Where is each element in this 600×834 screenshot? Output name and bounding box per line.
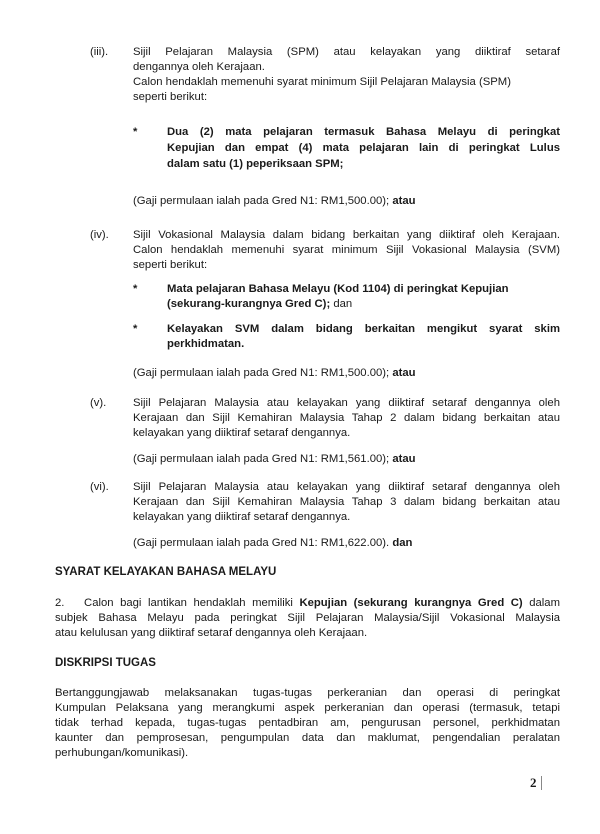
bullet-text: dalam satu (1) peperiksaan SPM; xyxy=(167,158,344,170)
paragraph-number: 2. xyxy=(55,597,65,609)
bullet-text: Mata pelajaran Bahasa Melayu (Kod 1104) di peringkat Kepujian xyxy=(167,283,509,295)
bullet-icon: * xyxy=(133,126,138,138)
duties-line: Bertanggungjawab melaksanakan tugas-tugas perkeranian dan operasi di peringkat xyxy=(55,687,560,699)
text-line: dengannya oleh Kerajaan. xyxy=(133,61,265,73)
duties-line: tidak terhad kepada, tugas-tugas pentadbiran am, pengurusan personel, perkhidmatan xyxy=(55,717,560,729)
salary-note xyxy=(133,536,560,551)
page-number-divider xyxy=(541,776,542,790)
connector: atau xyxy=(392,367,416,379)
text: dalam xyxy=(522,597,560,609)
connector: atau xyxy=(392,453,416,465)
salary-note xyxy=(133,452,560,467)
salary-text: (Gaji permulaan ialah pada Gred N1: RM1,500.00); xyxy=(133,195,390,207)
text-line: Sijil Vokasional Malaysia dalam bidang berkaitan yang diiktiraf oleh Kerajaan. xyxy=(133,229,560,241)
bullet-text: perkhidmatan. xyxy=(167,338,245,350)
bullet-text: Dua (2) mata pelajaran termasuk Bahasa Melayu di peringkat xyxy=(167,126,560,138)
text-line: Kerajaan dan Sijil Kemahiran Malaysia Tahap 3 dalam bidang berkaitan atau xyxy=(133,496,560,508)
salary-text: (Gaji permulaan ialah pada Gred N1: RM1,500.00); xyxy=(133,367,390,379)
salary-note xyxy=(133,366,560,381)
bullet-text: Kelayakan SVM dalam bidang berkaitan mengikut syarat skim xyxy=(167,323,560,335)
item-marker: (vi). xyxy=(90,481,109,493)
text-line: kelayakan yang diiktiraf setaraf dengannya. xyxy=(133,511,351,523)
section-heading: DISKRIPSI TUGAS xyxy=(55,657,156,669)
connector: dan xyxy=(392,537,413,549)
text-line: Sijil Pelajaran Malaysia (SPM) atau kelayakan yang diiktiraf setaraf xyxy=(133,46,560,58)
duties-line: Kumpulan Pelaksana yang merangkumi aspek perkeranian dan operasi (termasuk, tetapi xyxy=(55,702,560,714)
text-line: seperti berikut: xyxy=(133,91,208,103)
duties-line: kaunter dan pemprosesan, pengumpulan data dan maklumat, pengendalian peralatan xyxy=(55,732,560,744)
language-line: atau kelulusan yang diiktiraf setaraf dengannya oleh Kerajaan. xyxy=(55,627,368,639)
salary-note xyxy=(133,194,560,209)
bold-text: Kepujian (sekurang kurangnya Gred C) xyxy=(299,597,523,609)
item-marker: (iv). xyxy=(90,229,109,241)
language-line: subjek Bahasa Melayu pada peringkat Sijil Pelajaran Malaysia/Sijil Vokasional Malaysia xyxy=(55,612,560,624)
bullet-text: (sekurang-kurangnya Gred C); xyxy=(167,298,331,310)
duties-line: perhubungan/komunikasi). xyxy=(55,747,189,759)
language-line xyxy=(55,596,560,611)
text-line: kelayakan yang diiktiraf setaraf dengannya. xyxy=(133,427,351,439)
text: Calon bagi lantikan hendaklah memiliki xyxy=(84,597,300,609)
text-line: Calon hendaklah memenuhi syarat minimum Sijil Pelajaran Malaysia (SPM) xyxy=(133,76,511,88)
bullet-icon: * xyxy=(133,323,138,335)
salary-text: (Gaji permulaan ialah pada Gred N1: RM1,622.00). xyxy=(133,537,390,549)
item-marker: (v). xyxy=(90,397,107,409)
text-line: Sijil Pelajaran Malaysia atau kelayakan yang diiktiraf setaraf dengannya oleh xyxy=(133,481,560,493)
salary-text: (Gaji permulaan ialah pada Gred N1: RM1,561.00); xyxy=(133,453,390,465)
connector: dan xyxy=(330,298,353,310)
text-line: seperti berikut: xyxy=(133,259,208,271)
section-heading: SYARAT KELAYAKAN BAHASA MELAYU xyxy=(55,566,277,578)
bullet-icon: * xyxy=(133,283,138,295)
item-marker: (iii). xyxy=(90,46,109,58)
connector: atau xyxy=(392,195,416,207)
page-number: 2 xyxy=(530,775,537,790)
bullet-text-line xyxy=(167,297,560,312)
bullet-text: Kepujian dan empat (4) mata pelajaran lain di peringkat Lulus xyxy=(167,142,560,154)
text-line: Calon hendaklah memenuhi syarat minimum Sijil Vokasional Malaysia (SVM) xyxy=(133,244,560,256)
text-line: Sijil Pelajaran Malaysia atau kelayakan yang diiktiraf setaraf dengannya oleh xyxy=(133,397,560,409)
text-line: Kerajaan dan Sijil Kemahiran Malaysia Tahap 2 dalam bidang berkaitan atau xyxy=(133,412,560,424)
